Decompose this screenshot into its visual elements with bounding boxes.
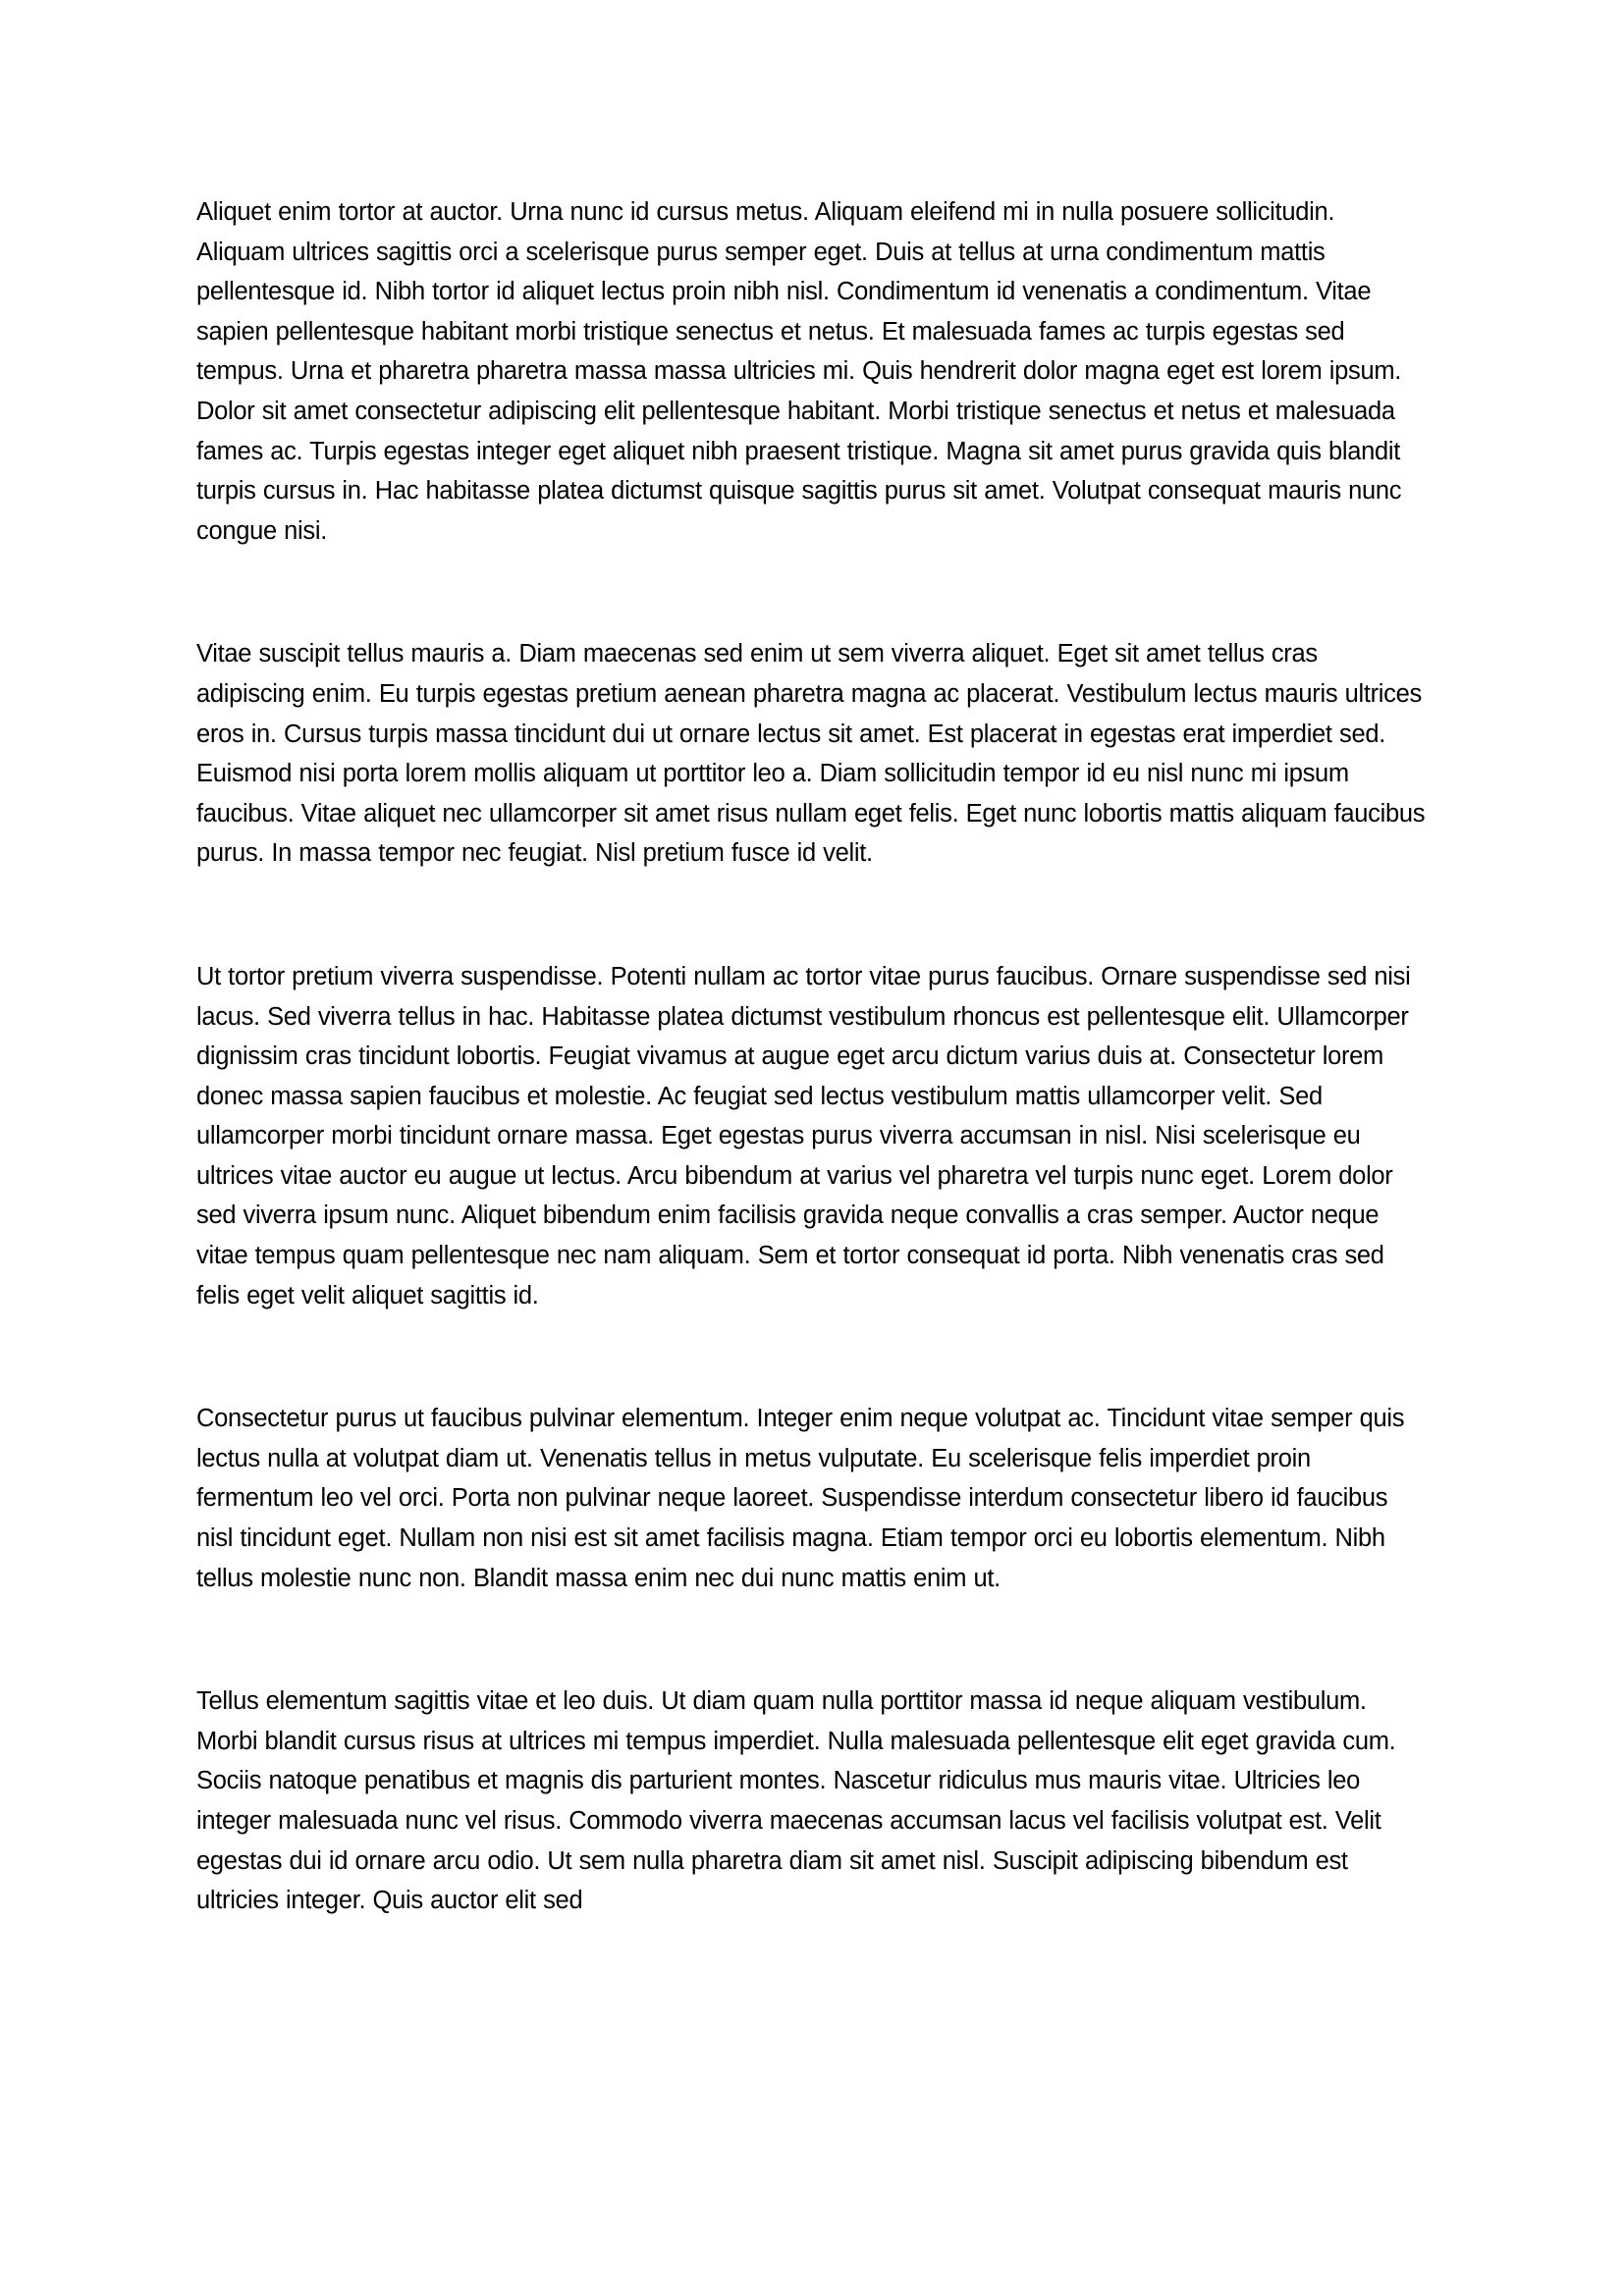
paragraph: Vitae suscipit tellus mauris a. Diam maecenas sed enim ut sem viverra aliquet. Eget sit amet tellus cras adipiscing enim. Eu turpis egestas pretium aenean pharetra magna ac placerat. Vestibulum lectus mauris ultrices eros in. Cursus turpis massa tincidunt dui ut ornare lectus sit amet. Est placerat in egestas erat imperdiet sed. Euismod nisi porta lorem mollis aliquam ut porttitor leo a. Diam sollicitudin tempor id eu nisl nunc mi ipsum faucibus. Vitae aliquet nec ullamcorper sit amet risus nullam eget felis. Eget nunc lobortis mattis aliquam faucibus purus. In massa tempor nec feugiat. Nisl pretium fusce id velit. [196, 640, 1426, 868]
paragraph: Consectetur purus ut faucibus pulvinar elementum. Integer enim neque volutpat ac. Tincidunt vitae semper quis lectus nulla at volutpat diam ut. Venenatis tellus in metus vulputate. Eu scelerisque felis imperdiet proin fermentum leo vel orci. Porta non pulvinar neque laoreet. Suspendisse interdum consectetur libero id faucibus nisl tincidunt eget. Nullam non nisi est sit amet facilisis magna. Etiam tempor orci eu lobortis elementum. Nibh tellus molestie nunc non. Blandit massa enim nec dui nunc mattis enim ut. [196, 1405, 1405, 1592]
paragraph: Aliquet enim tortor at auctor. Urna nunc id cursus metus. Aliquam eleifend mi in nulla posuere sollicitudin. Aliquam ultrices sagittis orci a scelerisque purus semper eget. Duis at tellus at urna condimentum mattis pellentesque id. Nibh tortor id aliquet lectus proin nibh nisl. Condimentum id venenatis a condimentum. Vitae sapien pellentesque habitant morbi tristique senectus et netus. Et malesuada fames ac turpis egestas sed tempus. Urna et pharetra pharetra massa massa ultricies mi. Quis hendrerit dolor magna eget est lorem ipsum. Dolor sit amet consectetur adipiscing elit pellentesque habitant. Morbi tristique senectus et netus et malesuada fames ac. Turpis egestas integer eget aliquet nibh praesent tristique. Magna sit amet purus gravida quis blandit turpis cursus in. Hac habitasse platea dictumst quisque sagittis purus sit amet. Volutpat consequat mauris nunc congue nisi. [196, 198, 1402, 545]
paragraph: Ut tortor pretium viverra suspendisse. Potenti nullam ac tortor vitae purus faucibus. Ornare suspendisse sed nisi lacus. Sed viverra tellus in hac. Habitasse platea dictumst vestibulum rhoncus est pellentesque elit. Ullamcorper dignissim cras tincidunt lobortis. Feugiat vivamus at augue eget arcu dictum varius duis at. Consectetur lorem donec massa sapien faucibus et molestie. Ac feugiat sed lectus vestibulum mattis ullamcorper velit. Sed ullamcorper morbi tincidunt ornare massa. Eget egestas purus viverra accumsan in nisl. Nisi scelerisque eu ultrices vitae auctor eu augue ut lectus. Arcu bibendum at varius vel pharetra vel turpis nunc eget. Lorem dolor sed viverra ipsum nunc. Aliquet bibendum enim facilisis gravida neque convallis a cras semper. Auctor neque vitae tempus quam pellentesque nec nam aliquam. Sem et tortor consequat id porta. Nibh venenatis cras sed felis eget velit aliquet sagittis id. [196, 962, 1411, 1309]
paragraph: Tellus elementum sagittis vitae et leo duis. Ut diam quam nulla porttitor massa id neque aliquam vestibulum. Morbi blandit cursus risus at ultrices mi tempus imperdiet. Nulla malesuada pellentesque elit eget gravida cum. Sociis natoque penatibus et magnis dis parturient montes. Nascetur ridiculus mus mauris vitae. Ultricies leo integer malesuada nunc vel risus. Commodo viverra maecenas accumsan lacus vel facilisis volutpat est. Velit egestas dui id ornare arcu odio. Ut sem nulla pharetra diam sit amet nisl. Suscipit adipiscing bibendum est ultricies integer. Quis auctor elit sed [196, 1687, 1396, 1915]
